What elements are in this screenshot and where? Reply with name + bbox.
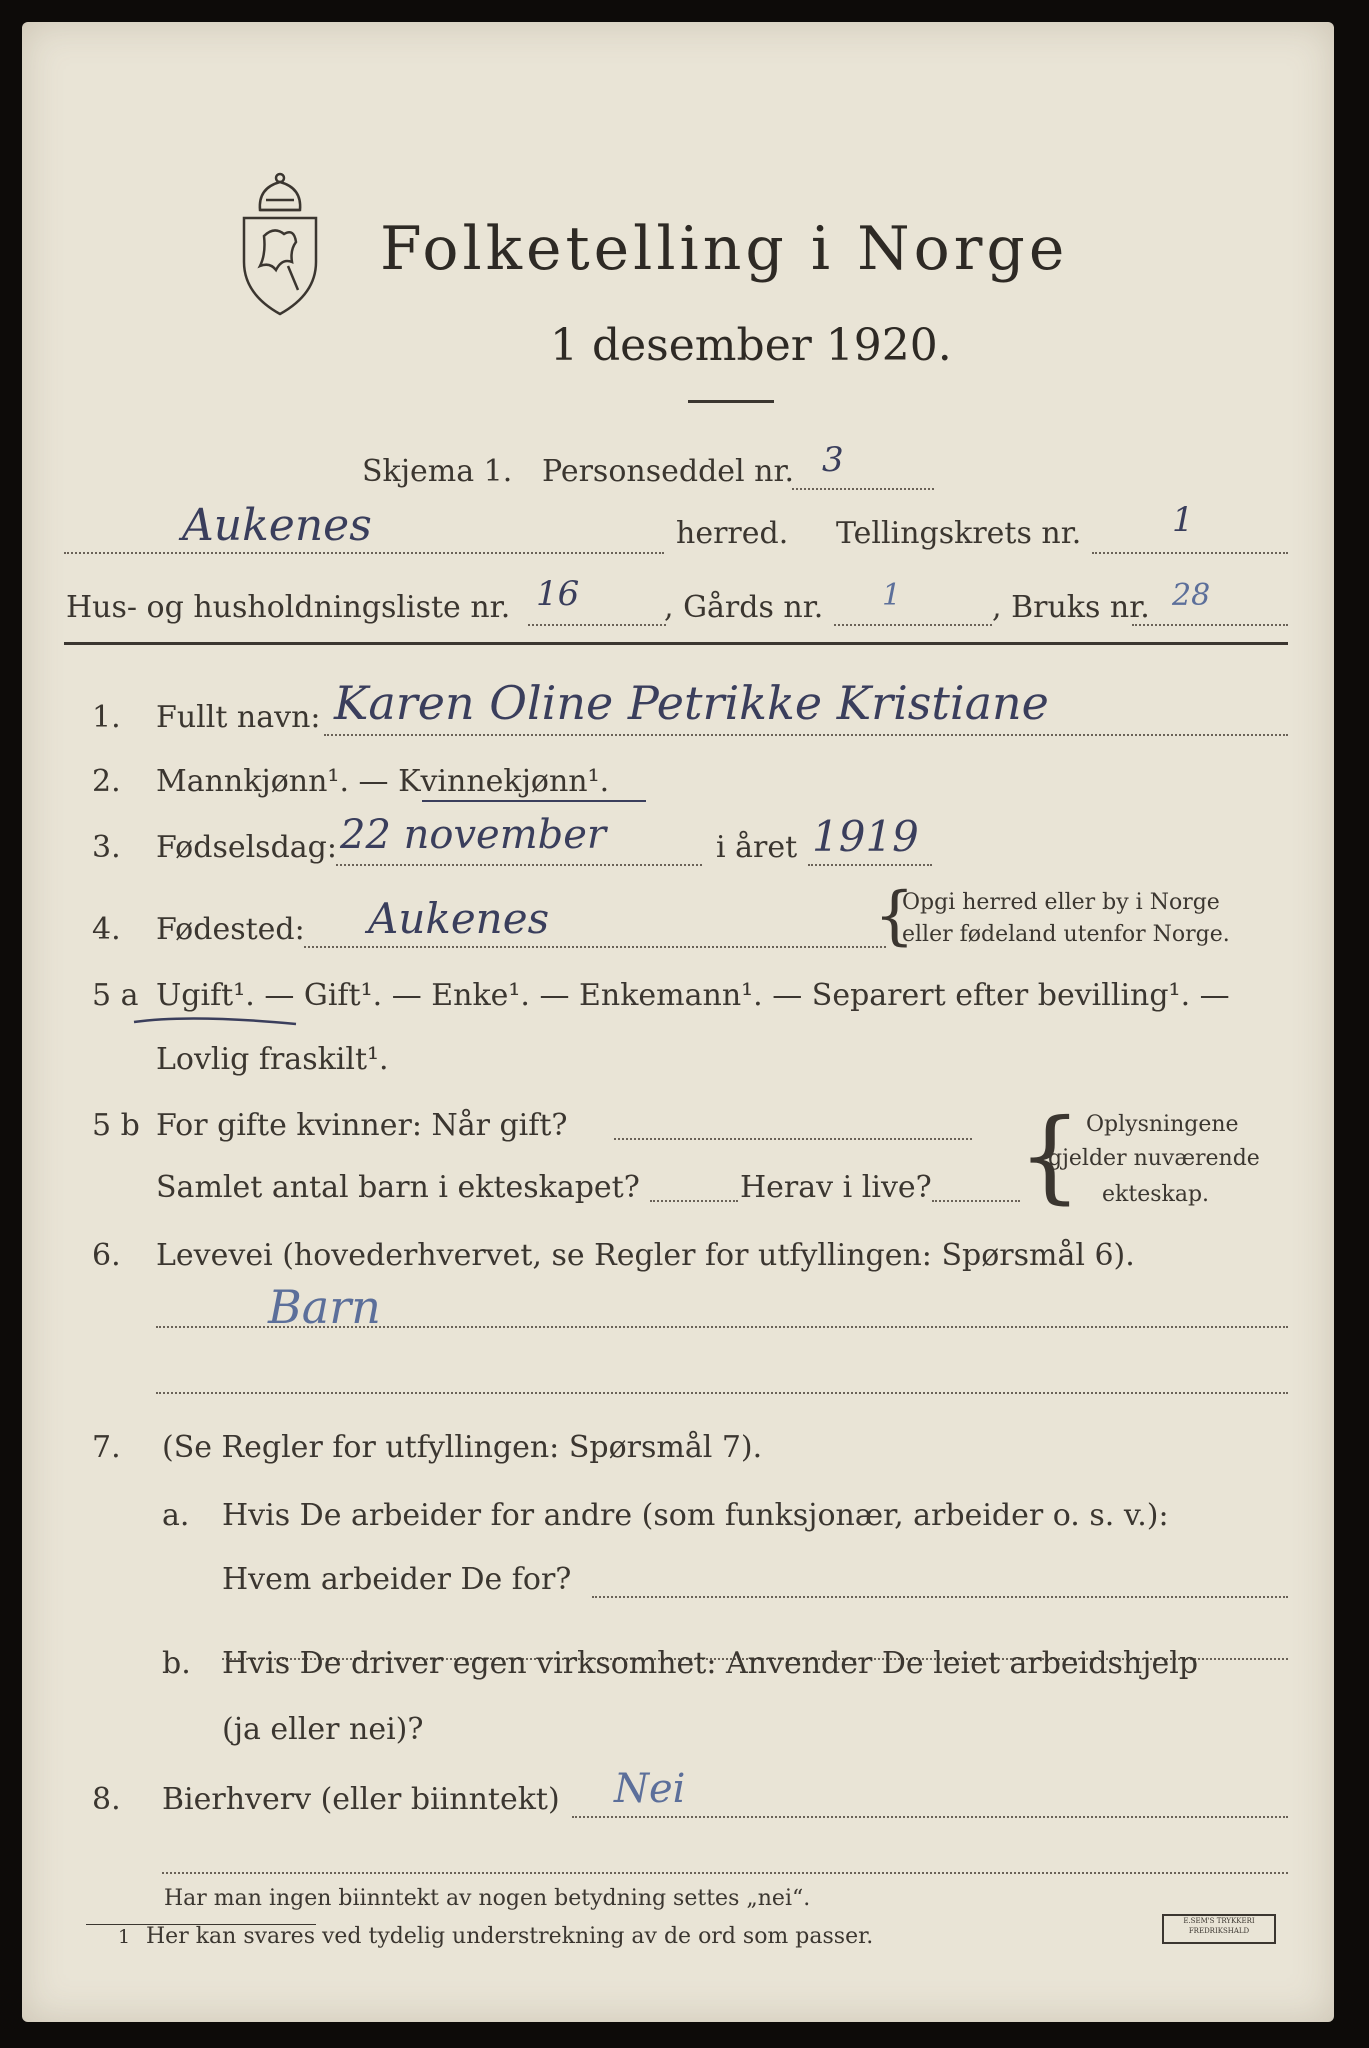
q7b-number: b. — [162, 1646, 191, 1681]
q2-underline — [422, 800, 646, 802]
printer-stamp — [1162, 1914, 1276, 1944]
q8-value: Nei — [614, 1766, 686, 1812]
q8-line-2 — [162, 1872, 1288, 1874]
tellingskrets-label: Tellingskrets nr. — [836, 516, 1082, 551]
q4-note-line-2: eller fødeland utenfor Norge. — [902, 922, 1230, 947]
q5b-label-2: Samlet antal barn i ekteskapet? — [156, 1170, 640, 1205]
herred-line — [64, 552, 664, 554]
page-title: Folketelling i Norge — [380, 214, 1069, 284]
q5b-number: 5 b — [92, 1108, 140, 1143]
q4-line — [304, 946, 886, 948]
q8-label: Bierhverv (eller biinntekt) — [162, 1782, 560, 1817]
footnote-text: Her kan svares ved tydelig understrekning av de ord som passer. — [146, 1924, 874, 1949]
q8-line-1 — [572, 1816, 1288, 1818]
personseddel-value: 3 — [822, 440, 844, 480]
q5a-label: Ugift¹. — Gift¹. — Enke¹. — Enkemann¹. — Separert efter bevilling¹. — — [156, 978, 1230, 1013]
gards-label: , Gårds nr. — [664, 590, 824, 625]
bruks-line — [1132, 624, 1288, 626]
q1-line — [324, 734, 1288, 736]
header-divider — [64, 642, 1288, 645]
q2-number: 2. — [92, 764, 121, 799]
q5a-underline-mark — [130, 1012, 300, 1030]
q7-label: (Se Regler for utfyllingen: Spørsmål 7). — [162, 1430, 763, 1465]
q5b-children-line — [650, 1200, 738, 1202]
q7-number: 7. — [92, 1430, 121, 1465]
printer-stamp-line-1: E.SEM'S TRYKKERI — [1183, 1917, 1255, 1925]
herred-label: herred. — [676, 516, 789, 551]
q7a-line-1 — [592, 1596, 1288, 1598]
q3-value: 22 november — [340, 812, 607, 858]
q4-brace: { — [874, 879, 915, 953]
tellingskrets-line — [1092, 552, 1288, 554]
q4-label: Fødested: — [156, 912, 305, 947]
herred-value: Aukenes — [182, 500, 372, 551]
title-divider — [688, 400, 774, 403]
q3-number: 3. — [92, 830, 121, 865]
personseddel-line — [792, 488, 934, 490]
q3-year-line — [808, 864, 932, 866]
note-text: Har man ingen biinntekt av nogen betydning settes „nei“. — [164, 1886, 811, 1911]
husholdning-label: Hus- og husholdningsliste nr. — [66, 590, 511, 625]
census-form — [22, 22, 1334, 2022]
husholdning-value: 16 — [536, 574, 580, 614]
q6-number: 6. — [92, 1238, 121, 1273]
q5b-alive-line — [932, 1200, 1020, 1202]
q5b-note-line-3: ekteskap. — [1102, 1182, 1210, 1207]
bruks-value: 28 — [1172, 578, 1211, 613]
q5a-label-line-2: Lovlig fraskilt¹. — [156, 1042, 389, 1077]
q1-label: Fullt navn: — [156, 700, 321, 735]
q7a-label-1: Hvis De arbeider for andre (som funksjonær, arbeider o. s. v.): — [222, 1498, 1169, 1533]
q4-note-line-1: Opgi herred eller by i Norge — [902, 890, 1220, 915]
q5b-note-line-1: Oplysningene — [1086, 1112, 1239, 1137]
schema-label: Skjema 1. — [362, 454, 513, 489]
q7b-label-2: (ja eller nei)? — [222, 1712, 424, 1747]
tellingskrets-value: 1 — [1172, 500, 1194, 540]
q7a-label-2: Hvem arbeider De for? — [222, 1562, 572, 1597]
census-date: 1 desember 1920. — [550, 320, 952, 371]
coat-of-arms-icon — [230, 170, 330, 318]
q4-number: 4. — [92, 912, 121, 947]
gards-value: 1 — [882, 578, 902, 613]
q3-line — [336, 864, 702, 866]
q2-label: Mannkjønn¹. — Kvinnekjønn¹. — [156, 764, 610, 799]
husholdning-line — [528, 624, 666, 626]
q7a-number: a. — [162, 1498, 190, 1533]
q1-number: 1. — [92, 700, 121, 735]
q6-line-1 — [156, 1326, 1288, 1328]
q5b-label-1: For gifte kvinner: Når gift? — [156, 1108, 568, 1143]
q3-label: Fødselsdag: — [156, 830, 337, 865]
printer-stamp-line-2: FREDRIKSHALD — [1188, 1927, 1250, 1935]
q7b-label-1: Hvis De driver egen virksomhet: Anvender De leiet arbeidshjelp — [222, 1646, 1199, 1681]
q5b-label-3: Herav i live? — [740, 1170, 932, 1205]
q3-year-value: 1919 — [812, 812, 919, 861]
bruks-label: , Bruks nr. — [992, 590, 1150, 625]
footnote-mark: 1 — [118, 1926, 131, 1948]
q3-year-label: i året — [716, 830, 798, 865]
q5a-number: 5 a — [92, 978, 139, 1013]
gards-line — [834, 624, 992, 626]
personseddel-label: Personseddel nr. — [542, 454, 795, 489]
q5b-note-line-2: gjelder nuværende — [1048, 1146, 1260, 1171]
q5b-when-married-line — [614, 1138, 972, 1140]
q6-label: Levevei (hovederhvervet, se Regler for utfyllingen: Spørsmål 6). — [156, 1238, 1135, 1273]
q8-number: 8. — [92, 1782, 121, 1817]
q5b-brace: { — [1018, 1097, 1082, 1214]
q4-value: Aukenes — [368, 894, 550, 943]
q6-value: Barn — [268, 1280, 381, 1334]
q1-value: Karen Oline Petrikke Kristiane — [334, 676, 1049, 730]
q6-line-2 — [156, 1392, 1288, 1394]
